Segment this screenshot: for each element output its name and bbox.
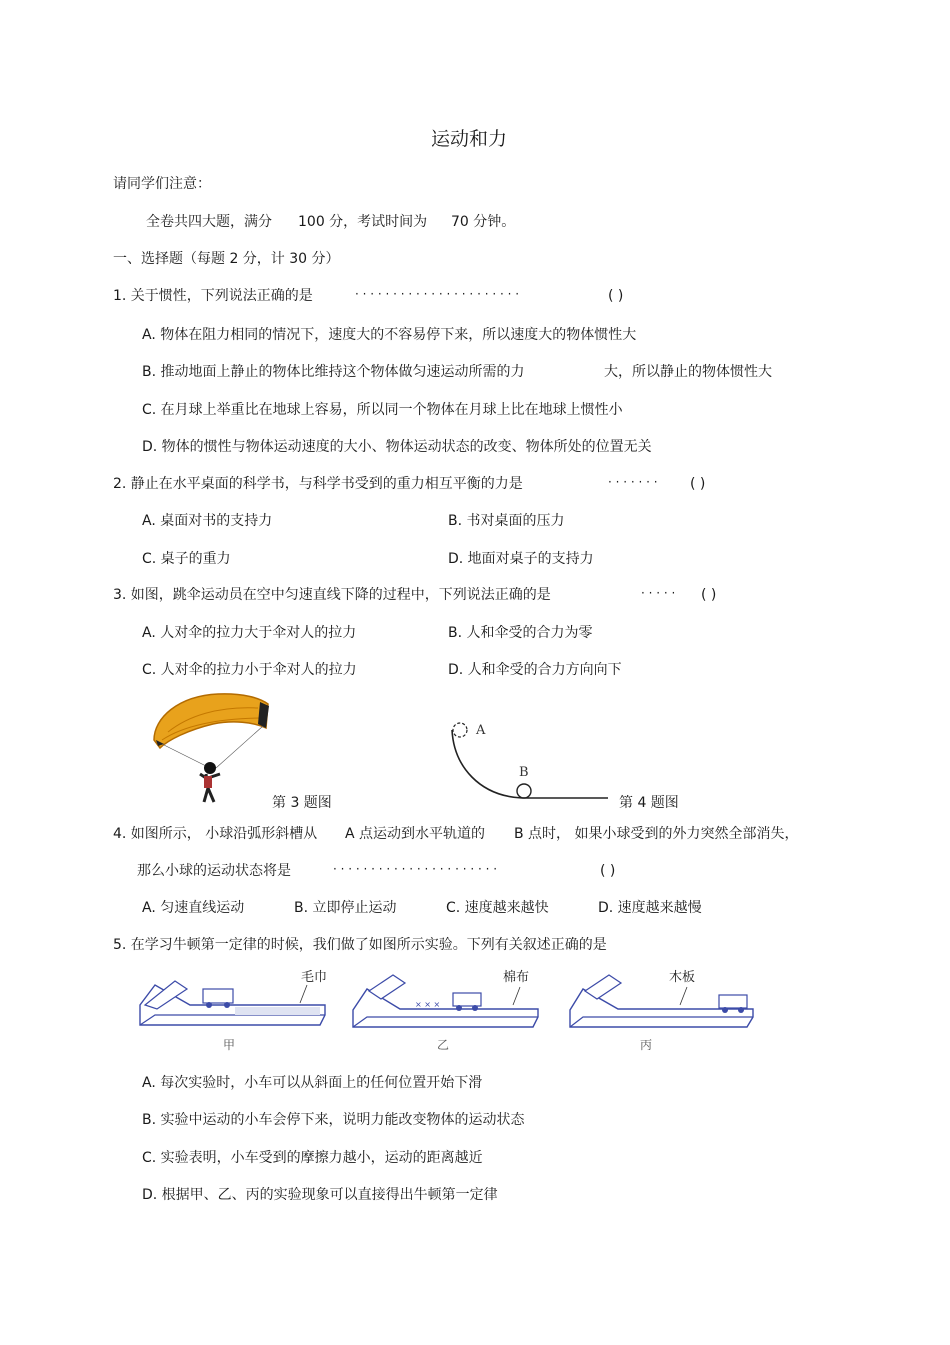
exam-info-time: 70 分钟。 [451, 214, 516, 230]
q2-dots: · · · · · · · [608, 475, 658, 489]
q3-paren: ( ) [701, 587, 717, 603]
ball-at-b-icon [517, 784, 531, 798]
q5-stem: 5. 在学习牛顿第一定律的时候，我们做了如图所示实验。下列有关叙述正确的是 [113, 937, 607, 953]
q1-option-b-part2: 大，所以静止的物体惯性大 [604, 364, 772, 380]
q2-option-b: B. 书对桌面的压力 [448, 513, 565, 529]
q3-fig-caption: 第 3 题图 [272, 795, 332, 811]
q5-option-d: D. 根据甲、乙、丙的实验现象可以直接得出牛顿第一定律 [142, 1187, 498, 1203]
label-bing: 丙 [640, 1038, 653, 1052]
q4-stem-part3: B 点时， 如果小球受到的外力突然全部消失， [514, 826, 799, 842]
q3-option-c: C. 人对伞的拉力小于伞对人的拉力 [142, 662, 357, 678]
q2-option-a: A. 桌面对书的支持力 [142, 513, 273, 529]
car-icon [719, 995, 747, 1008]
q1-paren: ( ) [608, 288, 624, 304]
q4-stem-part2: A 点运动到水平轨道的 [345, 826, 486, 842]
board-label: 木板 [669, 970, 696, 985]
q4-option-a: A. 匀速直线运动 [142, 900, 245, 916]
exam-info-full-score: 全卷共四大题，满分 [146, 214, 272, 230]
q2-paren: ( ) [690, 476, 706, 492]
q1-stem: 1. 关于惯性，下列说法正确的是 [113, 288, 313, 304]
label-yi: 乙 [437, 1038, 450, 1052]
towel-label: 毛巾 [301, 970, 328, 985]
ramp-cotton [353, 969, 538, 1052]
q4-paren: ( ) [600, 863, 616, 879]
point-b-label: B [519, 765, 529, 780]
q5-option-b: B. 实验中运动的小车会停下来，说明力能改变物体的运动状态 [142, 1112, 525, 1128]
q4-stem-part1: 4. 如图所示， 小球沿弧形斜槽从 [113, 826, 318, 842]
q3-option-a: A. 人对伞的拉力大于伞对人的拉力 [142, 625, 357, 641]
car-icon [453, 993, 481, 1006]
q5-option-a: A. 每次实验时，小车可以从斜面上的任何位置开始下滑 [142, 1075, 483, 1091]
q3-option-b: B. 人和伞受的合力为零 [448, 625, 593, 641]
parachutist-torso [204, 776, 212, 788]
page-title: 运动和力 [431, 128, 508, 150]
car-icon [203, 989, 233, 1003]
label-jia: 甲 [223, 1038, 236, 1052]
ramp-experiment-figure [135, 965, 765, 1055]
q4-dots: · · · · · · · · · · · · · · · · · · · · · · [333, 862, 498, 876]
q2-option-c: C. 桌子的重力 [142, 551, 231, 567]
q4-option-d: D. 速度越来越慢 [598, 900, 702, 916]
exam-info-score: 100 分，考试时间为 [298, 214, 428, 230]
ramp-towel [140, 969, 327, 1052]
q3-stem: 3. 如图，跳伞运动员在空中匀速直线下降的过程中，下列说法正确的是 [113, 587, 551, 603]
section-heading: 一、选择题（每题 2 分，计 30 分） [113, 251, 340, 267]
ramp-board [570, 969, 753, 1052]
q4-option-c: C. 速度越来越快 [446, 900, 549, 916]
ball-at-a-icon [453, 723, 467, 737]
q1-option-d: D. 物体的惯性与物体运动速度的大小、物体运动状态的改变、物体所处的位置无关 [142, 439, 652, 455]
q2-stem: 2. 静止在水平桌面的科学书，与科学书受到的重力相互平衡的力是 [113, 476, 523, 492]
q3-option-d: D. 人和伞受的合力方向向下 [448, 662, 622, 678]
q3-dots: · · · · · [641, 586, 676, 600]
svg-text:× × ×: × × × [415, 1000, 441, 1009]
curved-track-figure [440, 712, 620, 804]
car-icon [585, 975, 621, 999]
notice: 请同学们注意： [113, 176, 211, 192]
parachute-canopy [154, 694, 268, 748]
q5-option-c: C. 实验表明，小车受到的摩擦力越小，运动的距离越近 [142, 1150, 483, 1166]
parachutist-head [204, 762, 216, 774]
parachute-figure [148, 688, 273, 810]
point-a-label: A [476, 723, 486, 738]
q4-fig-caption: 第 4 题图 [619, 795, 679, 811]
q4-option-b: B. 立即停止运动 [294, 900, 397, 916]
q1-dots: · · · · · · · · · · · · · · · · · · · · · · [355, 287, 520, 301]
car-icon [145, 981, 187, 1009]
car-icon [369, 975, 405, 999]
cotton-label: 棉布 [503, 970, 530, 985]
q1-option-a: A. 物体在阻力相同的情况下，速度大的不容易停下来，所以速度大的物体惯性大 [142, 327, 637, 343]
q4-stem-part4: 那么小球的运动状态将是 [137, 863, 291, 879]
q1-option-c: C. 在月球上举重比在地球上容易，所以同一个物体在月球上比在地球上惯性小 [142, 402, 623, 418]
q1-option-b-part1: B. 推动地面上静止的物体比维持这个物体做匀速运动所需的力 [142, 364, 525, 380]
q2-option-d: D. 地面对桌子的支持力 [448, 551, 594, 567]
